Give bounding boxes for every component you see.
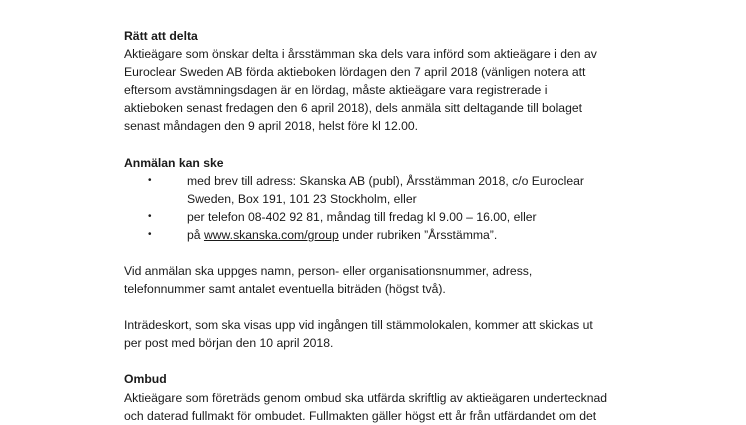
heading-ratt-att-delta: Rätt att delta <box>124 29 198 43</box>
list-item-text-suffix: under rubriken ”Årsstämma”. <box>342 227 498 242</box>
bullet-icon: • <box>148 174 152 186</box>
section-ombud <box>124 370 724 424</box>
list-item-text: med brev till adress: Skanska AB (publ), Årsstämman 2018, c/o Euroclear <box>187 173 584 188</box>
spacer <box>124 352 724 370</box>
section-intradeskort <box>124 316 724 352</box>
document-page <box>124 27 724 425</box>
list-item-continuation <box>124 190 724 208</box>
list-item <box>124 172 724 190</box>
paragraph-line: Aktieägare som företräds genom ombud ska utfärda skriftlig av aktieägaren undertecknad <box>124 390 608 405</box>
paragraph-line: Vid anmälan ska uppges namn, person- eller organisationsnummer, adress, <box>124 264 533 279</box>
list-item <box>124 226 724 244</box>
paragraph-line: per post med början den 10 april 2018. <box>124 336 334 351</box>
section-anmalan <box>124 154 724 244</box>
spacer <box>124 298 724 316</box>
list-item-text: Sweden, Box 191, 101 23 Stockholm, eller <box>187 191 417 206</box>
list-item <box>124 208 724 226</box>
list-item-text: per telefon 08-402 92 81, måndag till fredag kl 9.00 – 16.00, eller <box>187 209 537 224</box>
list-item-text-prefix: på <box>187 227 201 242</box>
paragraph-line: Aktieägare som önskar delta i årsstämman ska dels vara införd som aktieägare i den av <box>124 47 597 62</box>
paragraph-line: telefonnummer samt antalet eventuella biträden (högst två). <box>124 282 446 297</box>
paragraph-line: Inträdeskort, som ska visas upp vid ingången till stämmolokalen, kommer att skickas ut <box>124 318 593 333</box>
heading-anmalan: Anmälan kan ske <box>124 155 224 170</box>
skanska-group-link[interactable]: www.skanska.com/group <box>203 227 339 242</box>
paragraph-line: Euroclear Sweden AB förda aktieboken lördagen den 7 april 2018 (vänligen notera att <box>124 65 586 80</box>
paragraph-line: aktieboken senast fredagen den 6 april 2018), dels anmäla sitt deltagande till bolaget <box>124 101 583 116</box>
spacer <box>124 136 724 154</box>
bullet-icon: • <box>148 228 152 240</box>
paragraph-line: och daterad fullmakt för ombudet. Fullmakten gäller högst ett år från utfärdandet om det <box>124 408 597 423</box>
heading-ombud: Ombud <box>124 372 167 387</box>
spacer <box>124 244 724 262</box>
bullet-icon: • <box>148 210 152 222</box>
section-uppgifter <box>124 262 724 298</box>
paragraph-line: eftersom avstämningsdagen är en lördag, måste aktieägare vara registrerade i <box>124 83 548 98</box>
paragraph-line: senast måndagen den 9 april 2018, helst före kl 12.00. <box>124 119 419 134</box>
anmalan-bullet-list <box>124 172 724 244</box>
section-ratt-att-delta <box>124 27 724 136</box>
